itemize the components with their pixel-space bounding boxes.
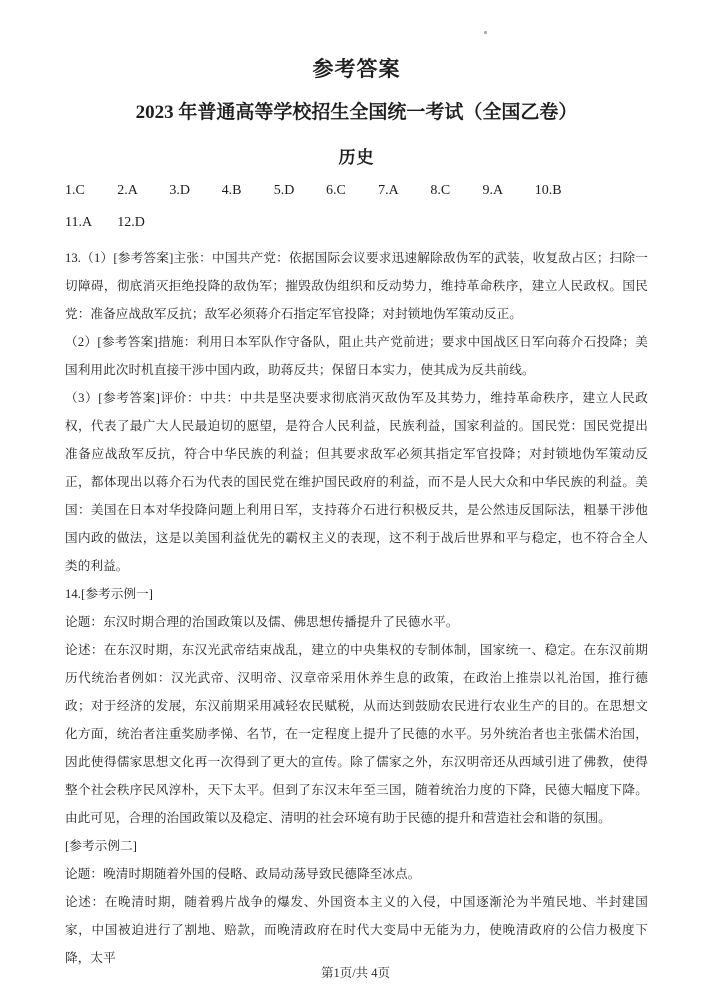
q14-example2-thesis: 论题：晚清时期随着外国的侵略、政局动荡导致民德降至冰点。: [65, 867, 421, 881]
paragraph-q13-part1: 13.（1）[参考答案]主张：中国共产党：依据国际会议要求迅速解除敌伪军的武装，收复敌占区；扫除一切障碍，彻底消灭拒绝投降的敌伪军；摧毁敌伪组织和反动势力，维持革命秩序，建立人民政权。国民党：准备应战敌军反抗；敌军必须蒋介石指定军官投降；对封锁地伪军策动反正。: [65, 251, 648, 321]
choice-answer-12: 12.D: [117, 215, 145, 230]
choice-answer-4: 4.B: [221, 183, 242, 198]
choice-answer-1: 1.C: [65, 183, 85, 198]
q14-example1-discussion: 论述：在东汉时期，东汉光武帝结束战乱，建立的中央集权的专制体制，国家统一、稳定。在东汉前期历代统治者例如：汉光武帝、汉明帝、汉章帝采用休养生息的政策，在政治上推崇以礼治国，推行德政；对于经济的发展，东汉前期采用减轻农民赋税，从而达到鼓励农民进行农业生产的目的。在思想文化方面，统治者注重奖励孝悌、名节，在一定程度上提升了民德的水平。另外统治者也主张儒术治国，因此使得儒家思想文化再一次得到了更大的宣传。除了儒家之外，东汉明帝还从西域引进了佛教，使得整个社会秩序民风淳朴，天下太平。但到了东汉末年至三国，随着统治力度的下降，民德大幅度下降。由此可见，合理的治国政策以及稳定、清明的社会环境有助于民德的提升和营造社会和谐的氛围。: [65, 643, 648, 825]
scan-speck-artifact: [484, 31, 487, 34]
q14-example1-thesis: 论题：东汉时期合理的治国政策以及儒、佛思想传播提升了民德水平。: [65, 615, 459, 629]
choice-answer-9: 9.A: [482, 183, 504, 198]
choice-answer-7: 7.A: [378, 183, 399, 198]
choice-answer-2: 2.A: [117, 183, 138, 198]
choice-answers-row-1: [65, 182, 648, 200]
choice-answer-6: 6.C: [325, 183, 346, 198]
choice-answer-11: 11.A: [65, 215, 93, 230]
choice-answer-5: 5.D: [273, 183, 295, 198]
subject-title: 历史: [338, 148, 375, 167]
choice-answer-10: 10.B: [534, 183, 562, 198]
q14-example2-discussion: 论述：在晚清时期，随着鸦片战争的爆发、外国资本主义的入侵，中国逐渐沦为半殖民地、半封建国家，中国被迫进行了割地、赔款，而晚清政府在时代大变局中无能为力，使晚清政府的公信力极度下降，太平: [65, 895, 648, 965]
page-title: 参考答案: [312, 57, 401, 81]
answer-body: [65, 244, 648, 972]
choice-answers-row-2: [65, 214, 648, 232]
label-q14-example1: 14.[参考示例一]: [65, 587, 154, 601]
exam-title: 2023 年普通高等学校招生全国统一考试（全国乙卷）: [135, 102, 578, 123]
paragraph-q13-part3: （3）[参考答案]评价：中共：中共是坚决要求彻底消灭敌伪军及其势力，维持革命秩序，建立人民政权，代表了最广大人民最迫切的愿望，是符合人民利益，民族利益，国家利益的。国民党：国民党提出准备应战敌军反抗，符合中华民族的利益；但其要求敌军必须其指定军官投降；对封锁地伪军策动反正，都体现出以蒋介石为代表的国民党在维护国民政府的利益，而不是人民大众和中华民族的利益。美国：美国在日本对华投降问题上利用日军，支持蒋介石进行积极反共，是公然违反国际法，粗暴干涉他国内政的做法，这是以美国利益优先的霸权主义的表现，这不利于战后世界和平与稳定，也不符合全人类的利益。: [65, 391, 648, 573]
page-number: 第1页/共 4页: [320, 966, 391, 980]
paragraph-q13-part2: （2）[参考答案]措施：利用日本军队作守备队，阻止共产党前进；要求中国战区日军向蒋介石投降；美国利用此次时机直接干涉中国内政，助蒋反共；保留日本实力，使其成为反共前线。: [65, 335, 648, 377]
choice-answer-8: 8.C: [430, 183, 451, 198]
label-q14-example2: [参考示例二]: [65, 839, 138, 853]
choice-answer-3: 3.D: [169, 183, 190, 198]
